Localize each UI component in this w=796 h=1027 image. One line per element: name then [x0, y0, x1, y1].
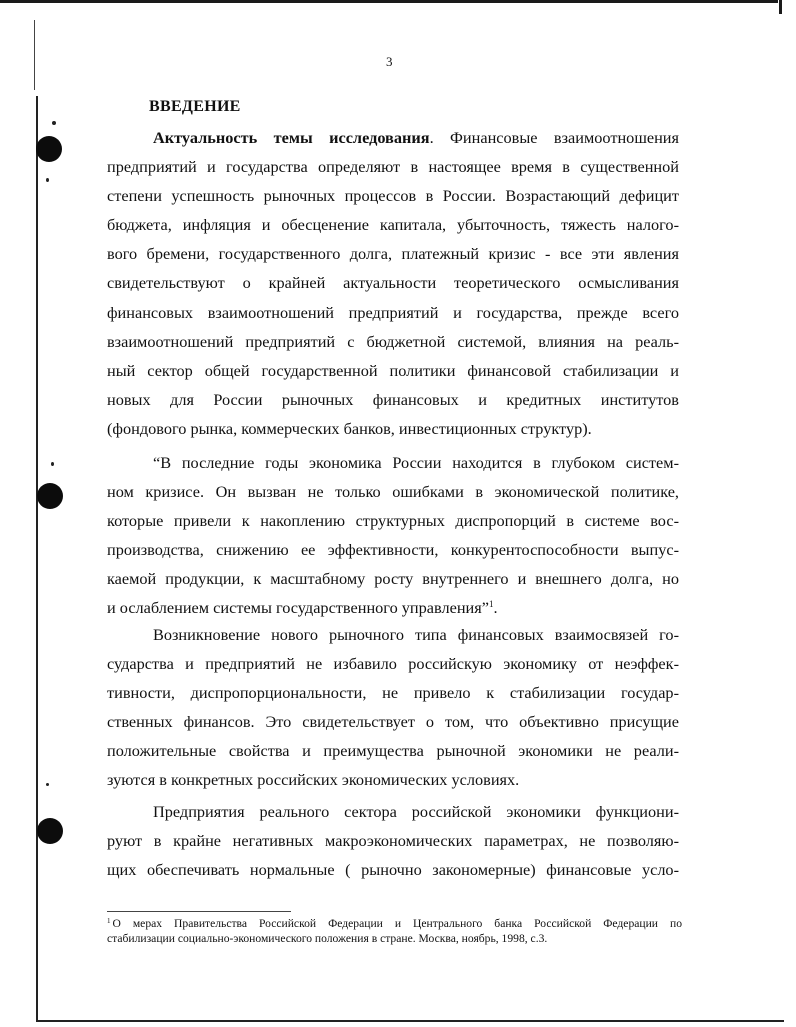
text-line: Предприятия реального сектора российской экономики функциони- [153, 802, 679, 821]
footnote-text: О мерах Правительства Российской Федерации и Центрального банка Российской Федерации по [112, 917, 682, 930]
bold-lead: Актуальность темы исследования [153, 128, 430, 147]
text-line: (фондового рынка, коммерческих банков, инвестиционных структур). [107, 418, 592, 438]
scan-speck [46, 178, 49, 182]
text-line: предприятий и государства определяют в настоящее время в существенной [107, 157, 679, 177]
punch-hole-bottom [37, 818, 63, 844]
paragraph-4 [107, 797, 679, 884]
text-line: свидетельствуют о крайней актуальности теоретического осмысливания [107, 273, 679, 293]
footnote-line [107, 916, 682, 931]
text-line: щих обеспечивать нормальные ( рыночно закономерные) финансовые усло- [107, 860, 679, 880]
section-heading: ВВЕДЕНИЕ [149, 98, 241, 115]
text-line: руют в крайне негативных макроэкономических параметрах, не позволяю- [107, 831, 679, 851]
text-line [107, 123, 679, 152]
text-line: “В последние годы экономика России находится в глубоком систем- [153, 453, 679, 472]
text-line: финансовых взаимоотношений предприятий и государства, прежде всего [107, 302, 679, 322]
sentence-end: . [493, 598, 498, 618]
text-line: ственных финансов. Это свидетельствует о том, что объективно присущие [107, 712, 679, 732]
text-line: степени успешность рыночных процессов в России. Возрастающий дефицит [107, 186, 679, 206]
text-line: бюджета, инфляция и обесценение капитала, убыточность, тяжесть налого- [107, 215, 679, 235]
paragraph-1 [107, 123, 679, 443]
text-line: взаимоотношений предприятий с бюджетной системой, влияния на реаль- [107, 331, 679, 351]
footnote-divider [107, 911, 291, 912]
footnote-number: 1 [107, 917, 111, 925]
text-line: каемой продукции, к масштабному росту внутреннего и внешнего долга, но [107, 569, 679, 589]
lead-rest: . Финансовые взаимоотношения [429, 128, 679, 147]
punch-hole-middle [37, 483, 63, 509]
scan-edge-mark [34, 20, 35, 90]
footnote [107, 916, 682, 946]
footnote-line: стабилизации социально-экономического положения в стране. Москва, ноябрь, 1998, с.3. [107, 932, 548, 945]
text-line: зуются в конкретных российских экономических условиях. [107, 770, 520, 790]
text-line: которые привели к накоплению структурных диспропорций в системе вос- [107, 511, 679, 531]
quote-end-text: и ослаблением системы государственного управления” [107, 598, 489, 618]
scan-speck [51, 462, 54, 466]
text-line: вого бремени, государственного долга, платежный кризис - все эти явления [107, 244, 679, 264]
page-number: 3 [386, 54, 393, 69]
text-line [107, 593, 679, 622]
footnote-reference: 1 [488, 599, 494, 610]
text-line: сударства и предприятий не избавило российскую экономику от неэффек- [107, 654, 679, 674]
scan-border-top [0, 0, 778, 3]
text-line: положительные свойства и преимущества рыночной экономики не реали- [107, 741, 679, 761]
scan-speck [46, 783, 49, 786]
text-line: тивности, диспропорциональности, не привело к стабилизации государ- [107, 683, 679, 703]
paragraph-2 [107, 448, 679, 623]
text-line: Возникновение нового рыночного типа финансовых взаимосвязей го- [153, 625, 679, 644]
paragraph-3 [107, 620, 679, 795]
text-line: новых для России рыночных финансовых и кредитных институтов [107, 389, 679, 409]
punch-hole-top [36, 136, 62, 162]
scan-speck [52, 121, 56, 125]
scan-border-bottom [36, 1020, 784, 1022]
scan-border-left [36, 96, 38, 1022]
text-line: производства, снижению ее эффективности, конкурентоспособности выпус- [107, 540, 679, 560]
text-line: ный сектор общей государственной политики финансовой стабилизации и [107, 360, 679, 380]
scan-border-right [779, 0, 782, 14]
text-line: ном кризисе. Он вызван не только ошибками в экономической политике, [107, 482, 679, 502]
